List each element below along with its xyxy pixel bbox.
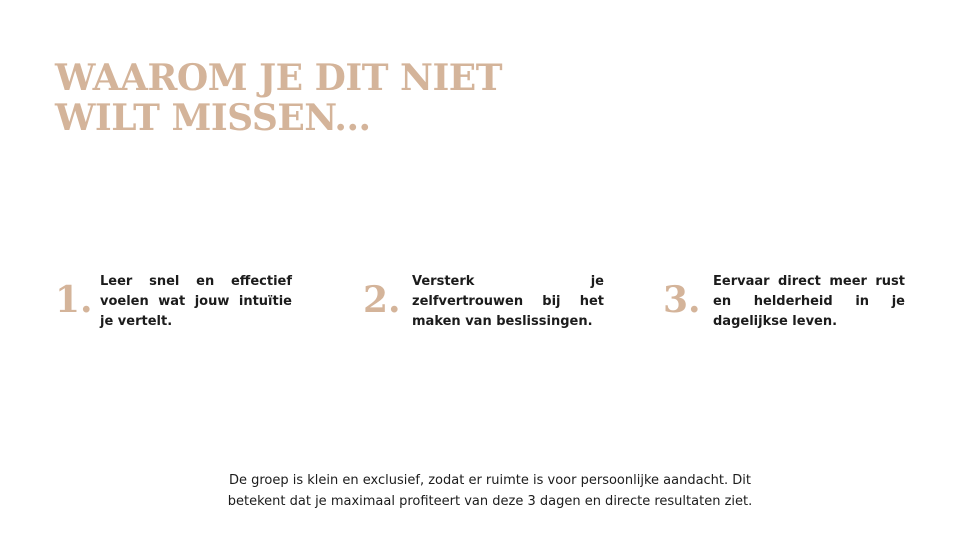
benefit-item-2 xyxy=(363,272,604,332)
benefit-number-1: 1. xyxy=(55,279,93,321)
benefit-text-1: Leer snel en effectief voelen wat jouw intuïtie je vertelt. xyxy=(100,274,292,329)
page-title xyxy=(55,58,502,138)
title-line-2: WILT MISSEN... xyxy=(55,97,371,139)
benefit-number-2: 2. xyxy=(363,279,401,321)
benefit-item-1 xyxy=(55,272,292,332)
benefit-item-3 xyxy=(663,272,905,332)
footer-line-1: De groep is klein en exclusief, zodat er ruimte is voor persoonlijke aandacht. Dit xyxy=(228,473,752,488)
footer-note xyxy=(190,470,790,512)
footer-line-2: betekent dat je maximaal profiteert van deze 3 dagen en directe resultaten ziet. xyxy=(227,494,753,509)
title-line-1: WAAROM JE DIT NIET xyxy=(55,57,503,99)
benefit-text-3: Eervaar direct meer rust en helderheid in je dagelijkse leven. xyxy=(713,274,905,329)
benefit-text-2: Versterk je zelfvertrouwen bij het maken van beslissingen. xyxy=(412,274,604,329)
benefit-number-3: 3. xyxy=(663,279,701,321)
